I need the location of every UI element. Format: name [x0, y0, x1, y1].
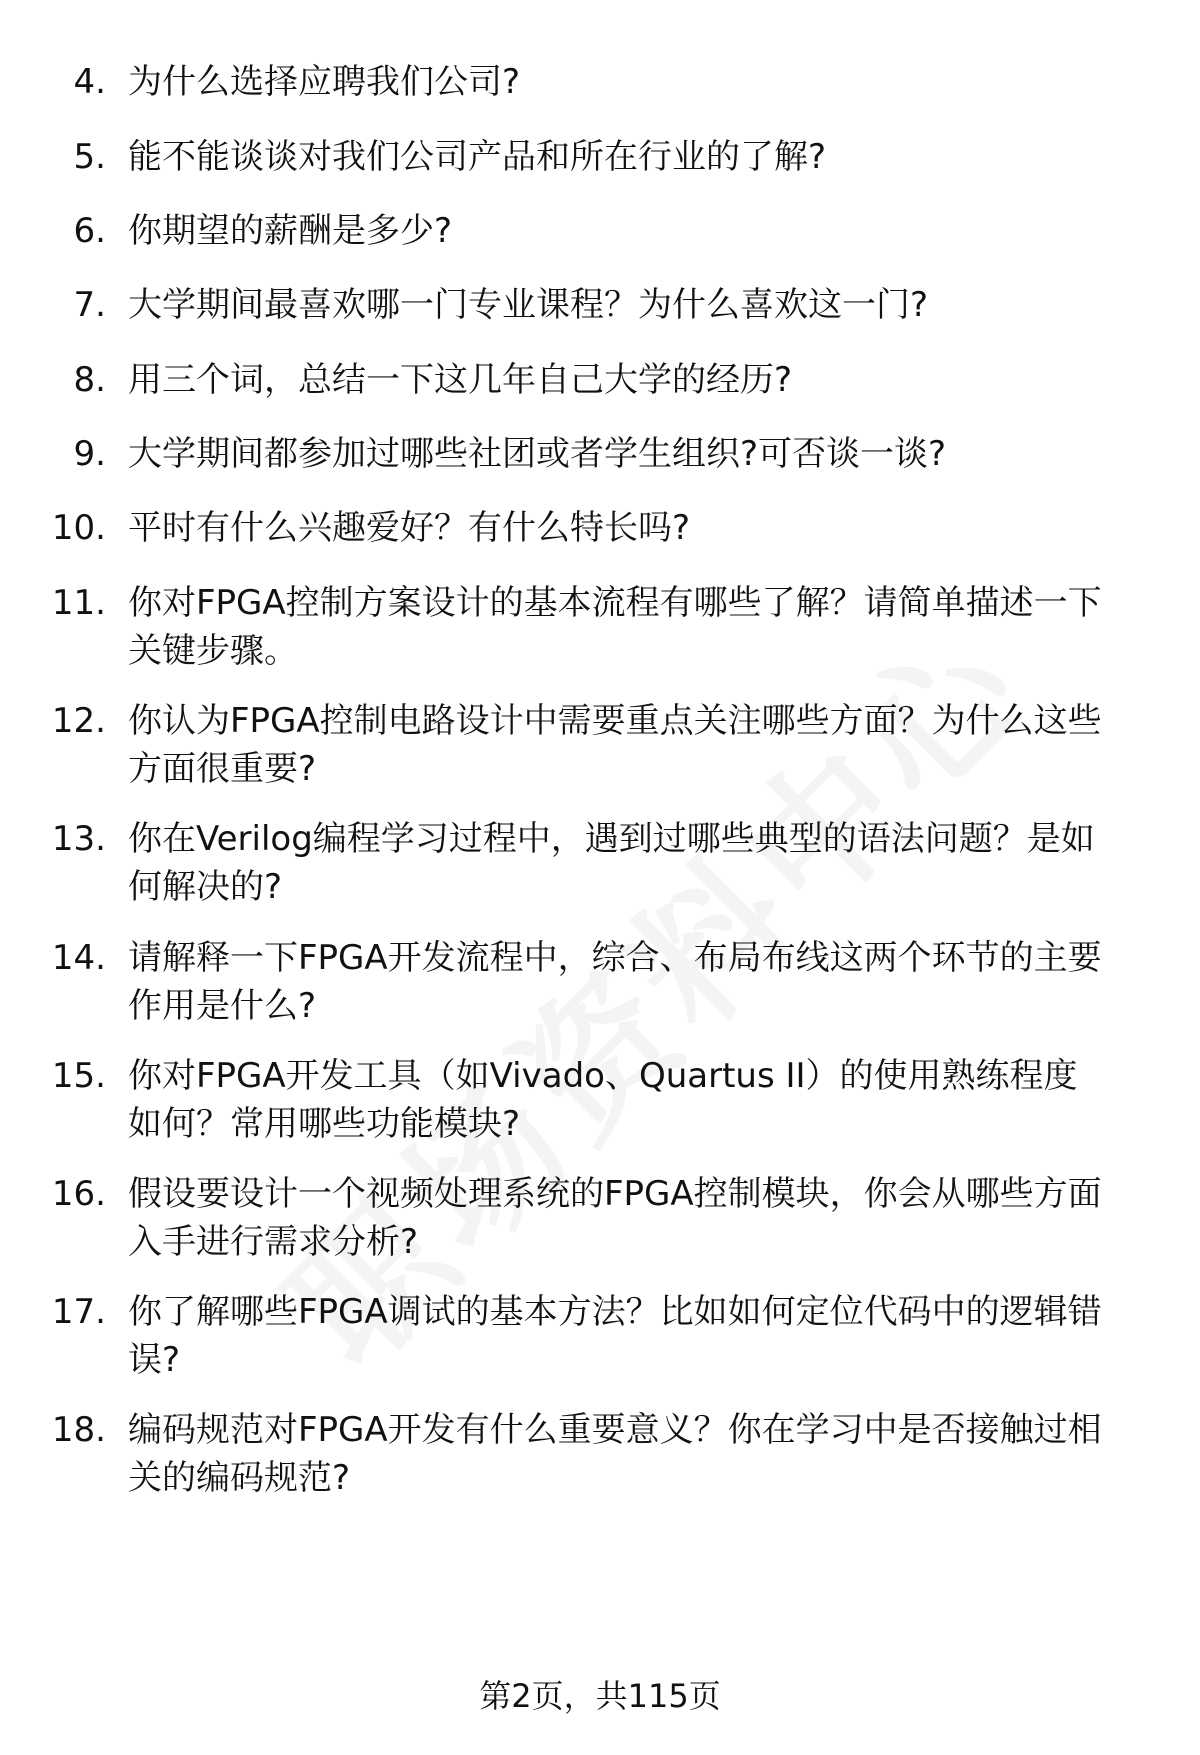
question-text: 编码规范对FPGA开发有什么重要意义？你在学习中是否接触过相 关的编码规范?	[128, 1410, 1102, 1498]
question-text: 大学期间都参加过哪些社团或者学生组织?可否谈一谈?	[128, 434, 947, 474]
question-text: 请解释一下FPGA开发流程中，综合、布局布线这两个环节的主要 作用是什么?	[128, 938, 1102, 1026]
question-text: 用三个词，总结一下这几年自己大学的经历?	[128, 360, 793, 400]
question-text: 你认为FPGA控制电路设计中需要重点关注哪些方面？为什么这些 方面很重要?	[128, 701, 1102, 789]
question-text: 你期望的薪酬是多少?	[128, 211, 453, 251]
question-number: 15.	[51, 1056, 106, 1096]
question-text: 你在Verilog编程学习过程中，遇到过哪些典型的语法问题？是如 何解决的?	[128, 819, 1095, 907]
question-text: 你对FPGA控制方案设计的基本流程有哪些了解？请简单描述一下 关键步骤。	[128, 583, 1102, 671]
question-text: 你对FPGA开发工具（如Vivado、Quartus II）的使用熟练程度 如何？常用哪些功能模块?	[128, 1056, 1078, 1144]
question-number: 11.	[51, 583, 106, 623]
question-text: 你了解哪些FPGA调试的基本方法？比如如何定位代码中的逻辑错 误?	[128, 1292, 1102, 1380]
question-number: 9.	[73, 434, 106, 474]
question-number: 16.	[51, 1174, 106, 1214]
question-text: 大学期间最喜欢哪一门专业课程？为什么喜欢这一门?	[128, 285, 929, 325]
question-number: 7.	[73, 285, 106, 325]
question-number: 4.	[73, 62, 106, 102]
page-footer: 第2页，共115页	[479, 1677, 721, 1715]
question-number: 12.	[51, 701, 106, 741]
question-number: 14.	[51, 938, 106, 978]
question-text: 能不能谈谈对我们公司产品和所在行业的了解?	[128, 137, 827, 177]
question-number: 8.	[73, 360, 106, 400]
question-number: 5.	[73, 137, 106, 177]
question-number: 10.	[51, 508, 106, 548]
question-number: 18.	[51, 1410, 106, 1450]
question-text: 假设要设计一个视频处理系统的FPGA控制模块，你会从哪些方面 入手进行需求分析?	[128, 1174, 1102, 1262]
question-number: 17.	[51, 1292, 106, 1332]
question-number: 13.	[51, 819, 106, 859]
question-text: 为什么选择应聘我们公司?	[128, 62, 521, 102]
question-number: 6.	[73, 211, 106, 251]
question-text: 平时有什么兴趣爱好？有什么特长吗?	[128, 508, 691, 548]
